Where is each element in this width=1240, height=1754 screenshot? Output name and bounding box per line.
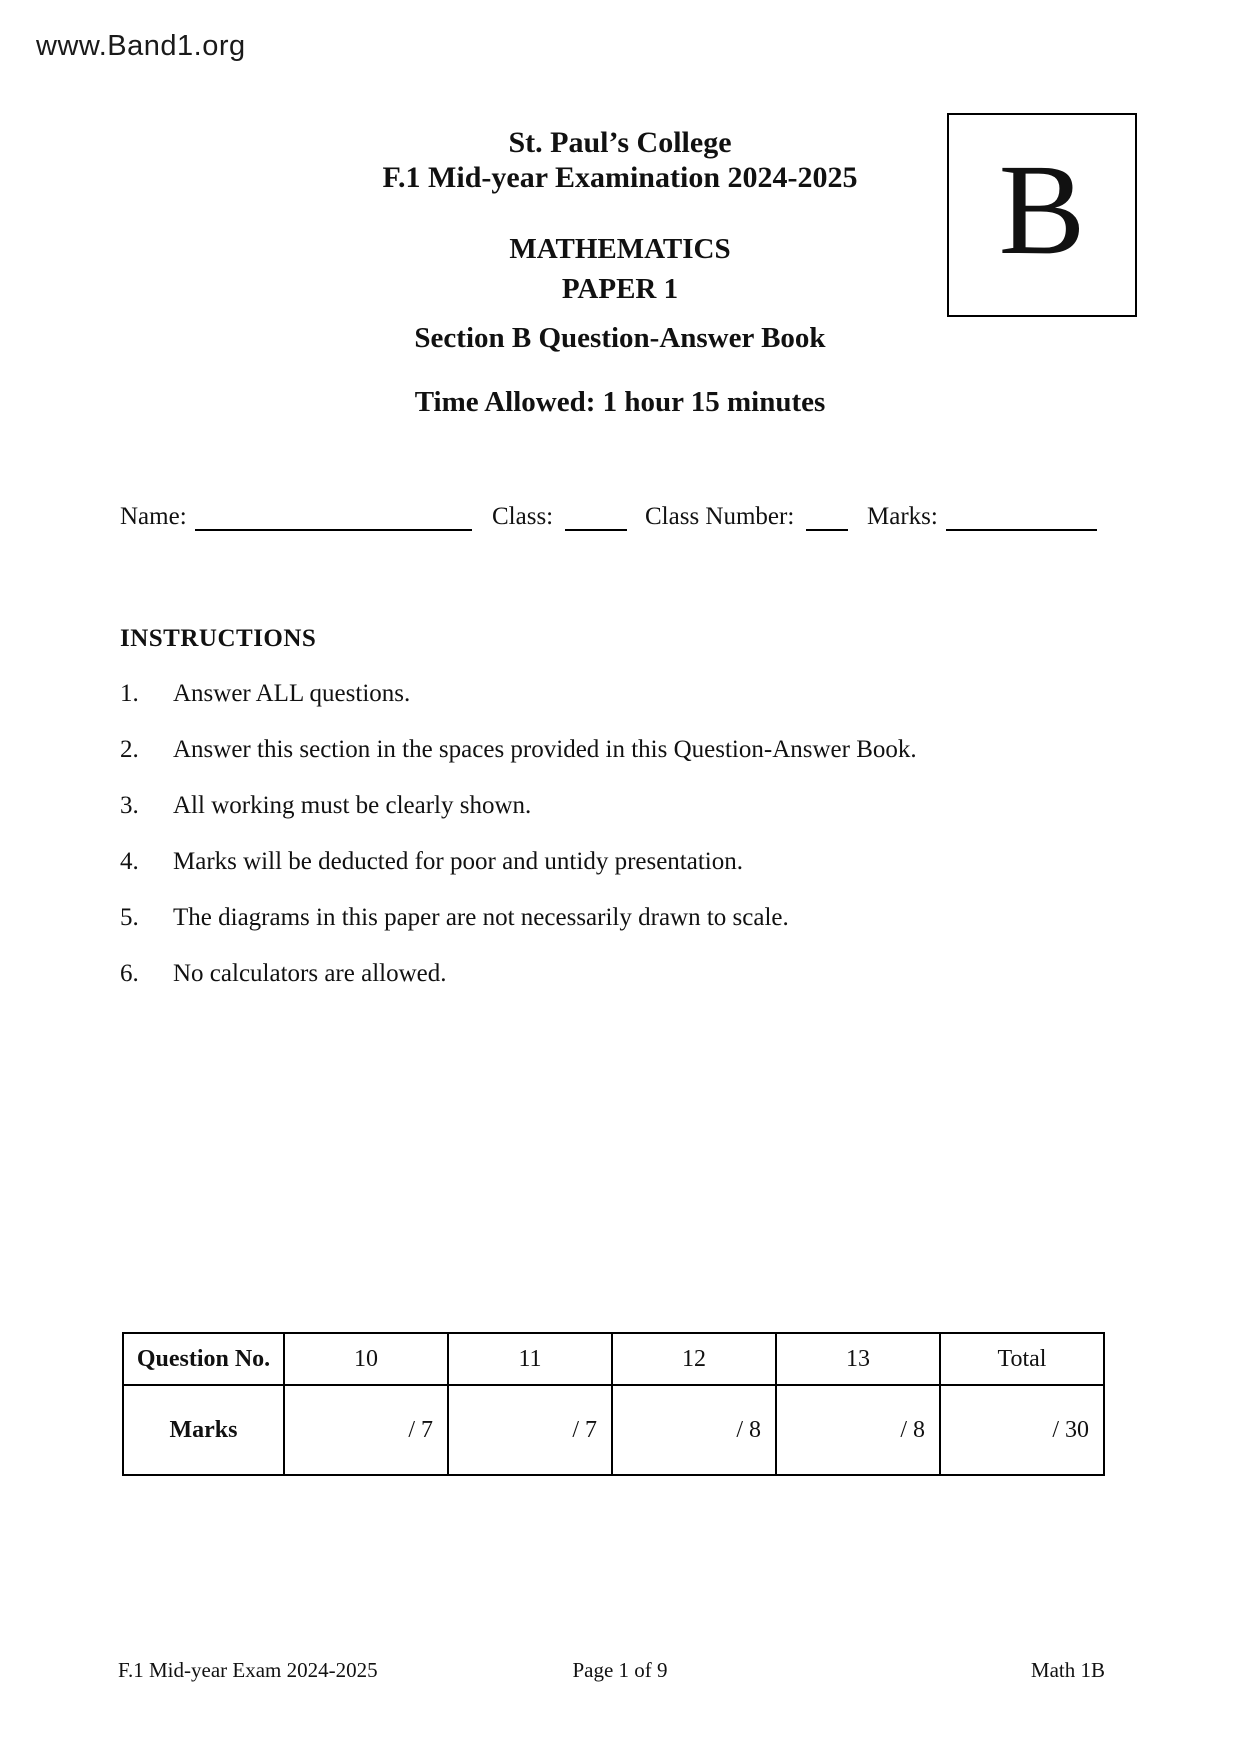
instruction-item (120, 904, 1020, 960)
paper-version-letter: B (998, 138, 1086, 282)
section-title: Section B Question-Answer Book (414, 322, 826, 354)
instruction-item (120, 792, 1020, 848)
paper-version-box (947, 113, 1137, 317)
marks-label: Marks: (867, 503, 938, 530)
exam-title: F.1 Mid-year Examination 2024-2025 (382, 161, 858, 194)
instruction-number: 1. (120, 680, 139, 707)
instruction-number: 6. (120, 960, 139, 987)
instruction-number: 4. (120, 848, 139, 875)
instruction-item (120, 680, 1020, 736)
instruction-text: Answer ALL questions. (173, 680, 411, 707)
time-allowed: Time Allowed: 1 hour 15 minutes (414, 386, 826, 418)
instruction-text: All working must be clearly shown. (173, 792, 532, 819)
footer-exam-name: F.1 Mid-year Exam 2024-2025 (118, 1658, 378, 1682)
question-no-header: Question No. (123, 1333, 284, 1385)
footer-paper-code: Math 1B (1030, 1658, 1105, 1682)
marks-summary-table (122, 1332, 1105, 1476)
school-name: St. Paul’s College (508, 126, 732, 159)
instruction-number: 2. (120, 736, 139, 763)
table-marks-row (123, 1385, 1104, 1475)
site-watermark: www.Band1.org (36, 30, 246, 62)
paper-title: PAPER 1 (561, 273, 679, 305)
instruction-item (120, 736, 1020, 792)
table-header-row (123, 1333, 1104, 1385)
marks-row-header: Marks (123, 1385, 284, 1475)
marks-cell: / 8 (776, 1385, 940, 1475)
question-col-header: 12 (612, 1333, 776, 1385)
class-blank-line (565, 505, 627, 531)
instruction-number: 5. (120, 904, 139, 931)
marks-cell: / 7 (284, 1385, 448, 1475)
marks-cell: / 8 (612, 1385, 776, 1475)
question-col-header: 13 (776, 1333, 940, 1385)
question-col-header: 10 (284, 1333, 448, 1385)
name-label: Name: (120, 503, 187, 530)
question-col-header: 11 (448, 1333, 612, 1385)
instruction-text: No calculators are allowed. (173, 960, 447, 987)
instruction-item (120, 960, 1020, 1016)
marks-cell: / 7 (448, 1385, 612, 1475)
name-blank-line (195, 505, 472, 531)
class-label: Class: (492, 503, 554, 530)
instruction-item (120, 848, 1020, 904)
instruction-number: 3. (120, 792, 139, 819)
subject-title: MATHEMATICS (509, 233, 731, 265)
class-number-blank-line (806, 505, 848, 531)
instruction-text: Answer this section in the spaces provided in this Question-Answer Book. (173, 736, 917, 763)
class-number-label: Class Number: (645, 503, 795, 530)
instructions-list (120, 680, 1020, 1016)
instruction-text: The diagrams in this paper are not necessarily drawn to scale. (173, 904, 789, 931)
instruction-text: Marks will be deducted for poor and untidy presentation. (173, 848, 743, 875)
instructions-heading: INSTRUCTIONS (120, 625, 317, 652)
total-marks-cell: / 30 (940, 1385, 1104, 1475)
total-col-header: Total (940, 1333, 1104, 1385)
footer-page-number: Page 1 of 9 (572, 1658, 668, 1682)
marks-blank-line (946, 505, 1097, 531)
